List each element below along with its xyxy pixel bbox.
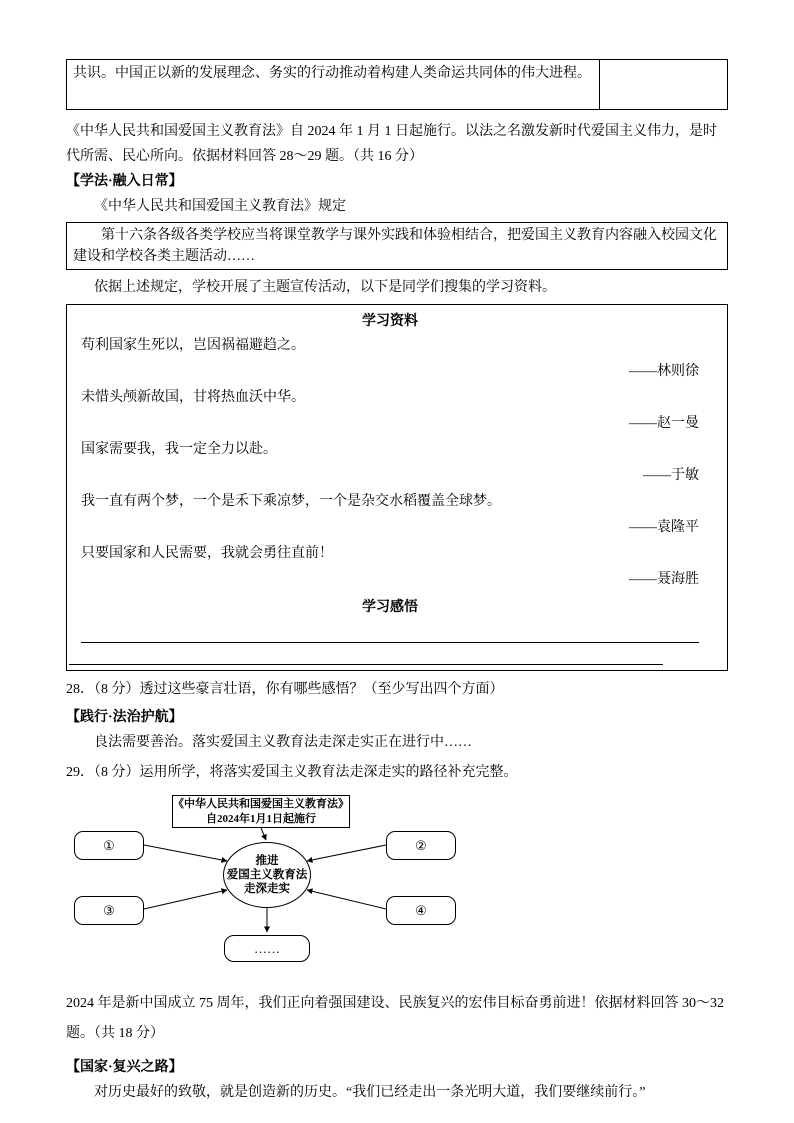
- diagram-center-line3: 走深走实: [244, 883, 290, 895]
- guojia-text: 对历史最好的致敬，就是创造新的历史。“我们已经走出一条光明大道，我们要继续前行。”: [94, 1085, 646, 1100]
- diagram-law-label-line1: 《中华人民共和国爱国主义教育法》: [173, 798, 349, 810]
- quote-text: 只要国家和人民需要，我就会勇往直前！: [81, 546, 333, 561]
- jianxing-text: 良法需要善治。落实爱国主义教育法走深走实正在进行中……: [94, 735, 472, 750]
- quote-text: 未惜头颅新故国，甘将热血沃中华。: [81, 390, 305, 405]
- diagram-center-line2: 爱国主义教育法: [226, 869, 308, 881]
- connector-node1: [144, 845, 227, 861]
- connector-node4: [307, 890, 386, 909]
- carryover-empty-cell: [600, 60, 727, 109]
- quote-item: [81, 489, 699, 541]
- study-material-box: [66, 304, 728, 671]
- diagram-blank-node-1: ①: [74, 831, 144, 860]
- quote-author: ——赵一曼: [629, 416, 699, 431]
- diagram-law-label: [172, 795, 350, 828]
- quote-text: 苟利国家生死以，岂因祸福避趋之。: [81, 338, 305, 353]
- section-header-guojia: 【国家·复兴之路】: [66, 1060, 183, 1075]
- pathway-diagram: [66, 795, 728, 973]
- quote-item: [81, 333, 699, 385]
- diagram-connector-lines: [66, 795, 728, 973]
- connector-top: [261, 828, 266, 840]
- diagram-law-label-line2: 自2024年1月1日起施行: [206, 813, 316, 825]
- quote-item: [81, 385, 699, 437]
- carryover-table: [66, 59, 728, 110]
- section-header-jianxing: 【践行·法治护航】: [66, 710, 183, 725]
- reflection-title: 学习感悟: [362, 600, 418, 615]
- diagram-ellipsis-node: ……: [224, 935, 310, 962]
- diagram-blank-node-4: ④: [386, 896, 456, 925]
- quote-text: 国家需要我，我一定全力以赴。: [81, 442, 277, 457]
- quote-author: ——林则徐: [629, 364, 699, 379]
- diagram-center-line1: 推进: [255, 855, 279, 867]
- quote-author: ——于敏: [643, 468, 699, 483]
- intro-28-29: 《中华人民共和国爱国主义教育法》自 2024 年 1 月 1 日起施行。以法之名激发新时代爱国主义伟力，是时代所需、民心所向。依据材料回答 28～29 题。（共 16 分）: [66, 124, 717, 164]
- quote-item: [81, 541, 699, 593]
- diagram-blank-node-2: ②: [386, 831, 456, 860]
- answer-blank-line-1: [81, 620, 699, 643]
- question-29: 29．（8 分）运用所学，将落实爱国主义教育法走深走实的路径补充完整。: [66, 765, 518, 780]
- connector-node3: [144, 890, 227, 909]
- quote-author: ——袁隆平: [629, 520, 699, 535]
- quote-author: ——聂海胜: [629, 572, 699, 587]
- quote-text: 我一直有两个梦，一个是禾下乘凉梦，一个是杂交水稻覆盖全球梦。: [81, 494, 501, 509]
- answer-blank-line-2: [69, 643, 663, 665]
- law-intro: 《中华人民共和国爱国主义教育法》规定: [94, 199, 346, 214]
- section-header-xuefa: 【学法·融入日常】: [66, 174, 183, 189]
- carryover-text: 共识。中国正以新的发展理念、务实的行动推动着构建人类命运共同体的伟大进程。: [67, 60, 600, 109]
- connector-node2: [307, 845, 386, 861]
- law-excerpt-box: 第十六条各级各类学校应当将课堂教学与课外实践和体验相结合，把爱国主义教育内容融入校园文化建设和学校各类主题活动……: [66, 222, 728, 270]
- diagram-center-goal: [223, 842, 311, 908]
- material-note: 依据上述规定，学校开展了主题宣传活动，以下是同学们搜集的学习资料。: [94, 280, 556, 295]
- question-28: 28．（8 分）透过这些豪言壮语，你有哪些感悟？（至少写出四个方面）: [66, 682, 504, 697]
- study-box-title: 学习资料: [362, 314, 418, 329]
- diagram-blank-node-3: ③: [74, 896, 144, 925]
- quote-item: [81, 437, 699, 489]
- intro-30-32: 2024 年是新中国成立 75 周年，我们正向着强国建设、民族复兴的宏伟目标奋勇前进！依据材料回答 30～32 题。（共 18 分）: [66, 996, 724, 1041]
